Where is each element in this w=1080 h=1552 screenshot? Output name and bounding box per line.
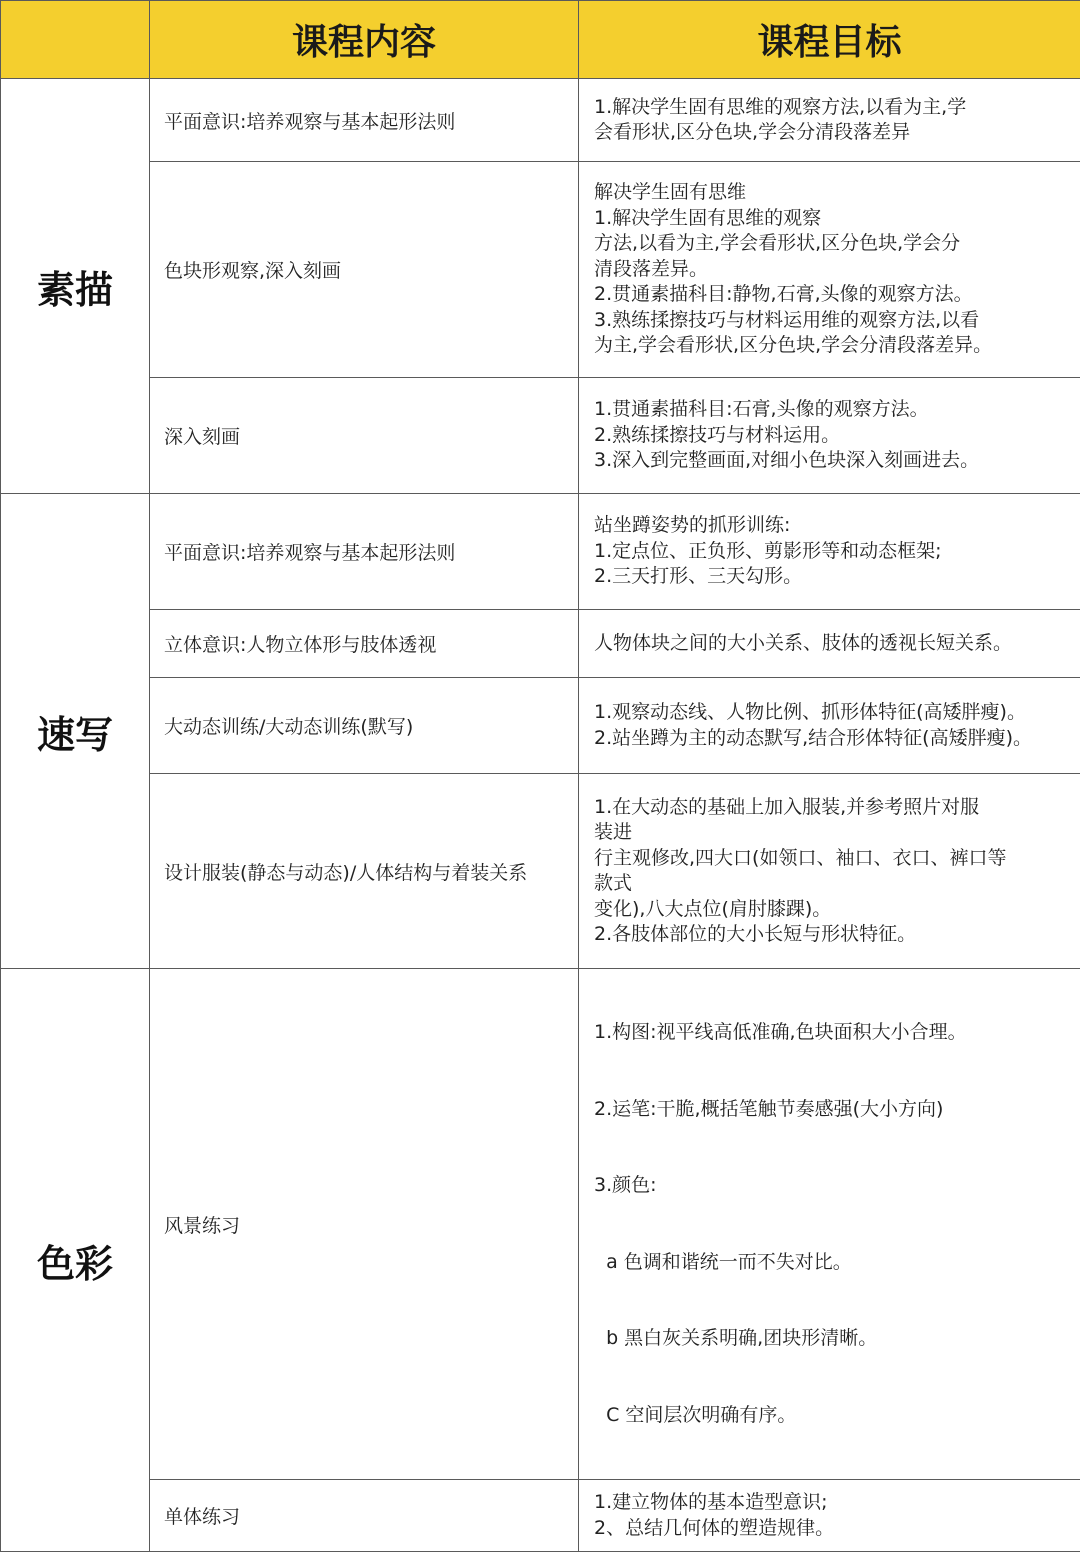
goal-line: 3.熟练揉擦技巧与材料运用维的观察方法,以看: [594, 308, 1080, 334]
content-cell: 色块形观察,深入刻画: [150, 162, 579, 378]
content-cell: 单体练习: [150, 1480, 579, 1552]
goal-line: 3.深入到完整画面,对细小色块深入刻画进去。: [594, 448, 1080, 474]
goal-line: 2.各肢体部位的大小长短与形状特征。: [594, 922, 1080, 948]
table-row: [1, 79, 1080, 162]
goal-line: 变化),八大点位(肩肘膝踝)。: [594, 897, 1080, 923]
goal-line: 2.站坐蹲为主的动态默写,结合形体特征(高矮胖瘦)。: [594, 726, 1080, 752]
table-row: [1, 162, 1080, 378]
header-category-cell: [1, 1, 150, 79]
table-row: [1, 1480, 1080, 1552]
goal-line: 1.解决学生固有思维的观察: [594, 206, 1080, 232]
goal-cell: [579, 494, 1080, 610]
goal-cell: [579, 79, 1080, 162]
goal-line: 清段落差异。: [594, 257, 1080, 283]
goal-cell: [579, 1480, 1080, 1552]
header-course-content: 课程内容: [150, 1, 579, 79]
goal-line: 1.定点位、正负形、剪影形等和动态框架;: [594, 539, 1080, 565]
goal-line: 行主观修改,四大口(如领口、袖口、衣口、裤口等: [594, 846, 1080, 872]
goal-cell: [579, 162, 1080, 378]
goal-line: 会看形状,区分色块,学会分清段落差异: [594, 120, 1080, 146]
content-cell: 设计服装(静态与动态)/人体结构与着装关系: [150, 774, 579, 969]
content-cell: 平面意识:培养观察与基本起形法则: [150, 79, 579, 162]
table-row: [1, 774, 1080, 969]
content-cell: 风景练习: [150, 969, 579, 1480]
category-quick-sketch: 速写: [1, 494, 150, 969]
category-color: 色彩: [1, 969, 150, 1552]
goal-line: 1.在大动态的基础上加入服装,并参考照片对服: [594, 795, 1080, 821]
goal-line: 1.贯通素描科目:石膏,头像的观察方法。: [594, 397, 1080, 423]
goal-line: 1.观察动态线、人物比例、抓形体特征(高矮胖瘦)。: [594, 700, 1080, 726]
goal-line: 1.建立物体的基本造型意识;: [594, 1490, 1080, 1516]
table-row: [1, 378, 1080, 494]
goal-line: 方法,以看为主,学会看形状,区分色块,学会分: [594, 231, 1080, 257]
goal-line: 1.构图:视平线高低准确,色块面积大小合理。: [594, 1020, 1080, 1046]
table-row: [1, 610, 1080, 678]
goal-line: 1.解决学生固有思维的观察方法,以看为主,学: [594, 95, 1080, 121]
content-cell: 深入刻画: [150, 378, 579, 494]
table-row: [1, 969, 1080, 1480]
goal-line: 为主,学会看形状,区分色块,学会分清段落差异。: [594, 333, 1080, 359]
goal-cell: [579, 678, 1080, 774]
goal-line: b 黑白灰关系明确,团块形清晰。: [594, 1326, 1080, 1352]
header-row: [1, 1, 1080, 79]
table-row: [1, 678, 1080, 774]
goal-cell: [579, 610, 1080, 678]
goal-line: 2、总结几何体的塑造规律。: [594, 1516, 1080, 1542]
goal-line: 2.熟练揉擦技巧与材料运用。: [594, 423, 1080, 449]
goal-line: 2.运笔:干脆,概括笔触节奏感强(大小方向): [594, 1097, 1080, 1123]
category-sketch: 素描: [1, 79, 150, 494]
content-cell: 平面意识:培养观察与基本起形法则: [150, 494, 579, 610]
table-row: [1, 494, 1080, 610]
goal-cell: [579, 969, 1080, 1480]
content-cell: 立体意识:人物立体形与肢体透视: [150, 610, 579, 678]
goal-cell: [579, 774, 1080, 969]
content-cell: 大动态训练/大动态训练(默写): [150, 678, 579, 774]
goal-line: a 色调和谐统一而不失对比。: [594, 1250, 1080, 1276]
goal-line: 装进: [594, 820, 1080, 846]
goal-line: 3.颜色:: [594, 1173, 1080, 1199]
goal-line: 2.贯通素描科目:静物,石膏,头像的观察方法。: [594, 282, 1080, 308]
goal-line: 解决学生固有思维: [594, 180, 1080, 206]
header-course-goal: 课程目标: [579, 1, 1080, 79]
goal-line: C 空间层次明确有序。: [594, 1403, 1080, 1429]
goal-line: 站坐蹲姿势的抓形训练:: [594, 513, 1080, 539]
goal-line: 人物体块之间的大小关系、肢体的透视长短关系。: [594, 631, 1080, 657]
goal-cell: [579, 378, 1080, 494]
goal-line: 2.三天打形、三天勾形。: [594, 564, 1080, 590]
goal-line: 款式: [594, 871, 1080, 897]
